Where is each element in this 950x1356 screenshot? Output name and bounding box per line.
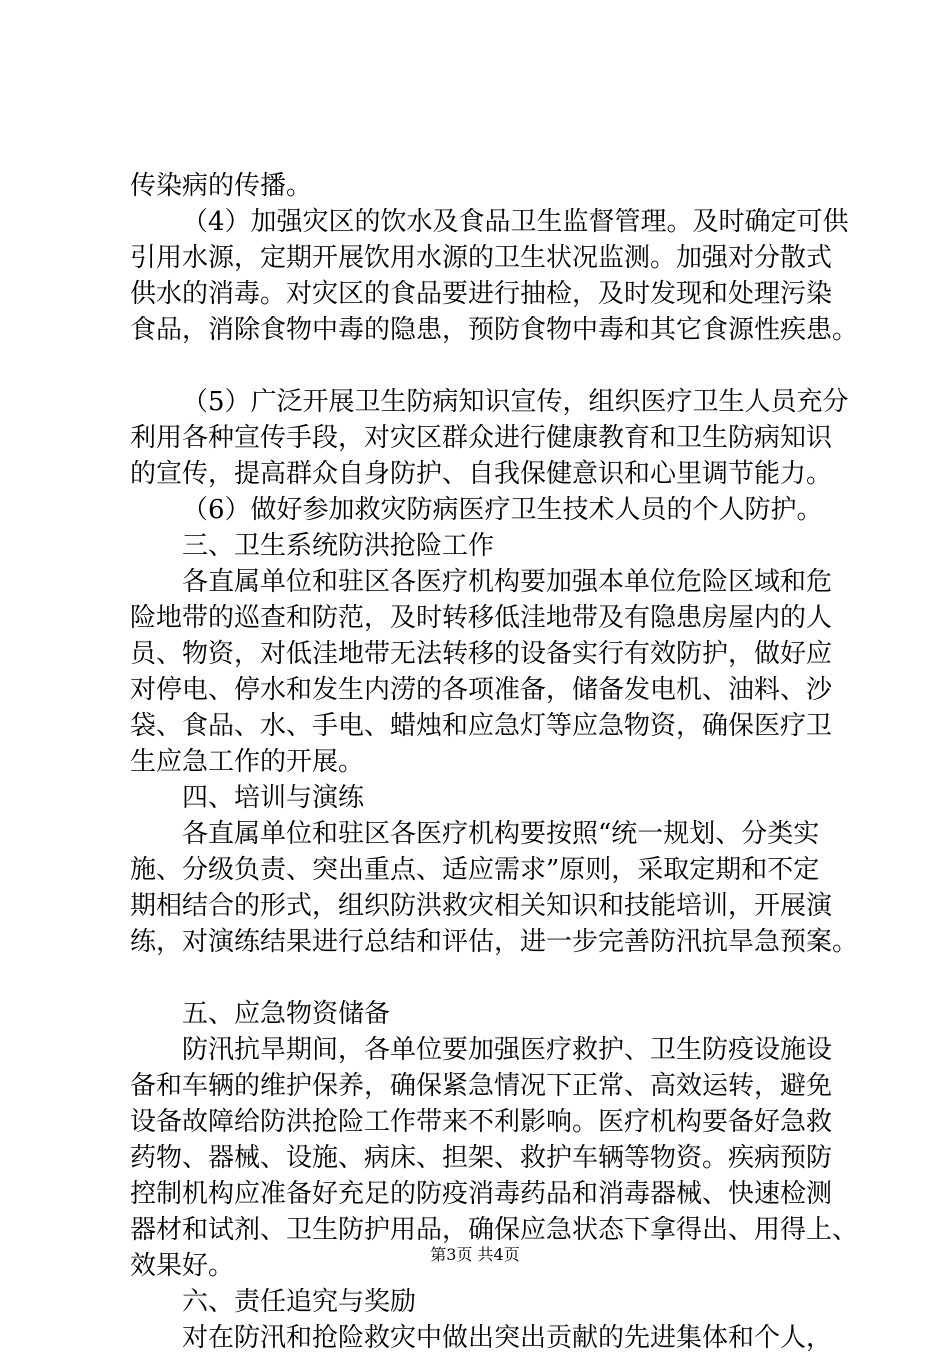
page-number-footer: 第3页 共4页 <box>430 1245 520 1264</box>
paragraph-line: 生应急工作的开展。 <box>130 747 365 777</box>
paragraph-line: 传染病的传播。 <box>130 171 313 201</box>
paragraph-line: （6）做好参加救灾防病医疗卫生技术人员的个人防护。 <box>182 495 823 525</box>
paragraph-line: 对在防汛和抢险救灾中做出突出贡献的先进集体和个人， <box>182 1323 833 1353</box>
paragraph-line: 练，对演练结果进行总结和评估，进一步完善防汛抗旱急预案。 <box>130 927 859 957</box>
paragraph-line: 设备故障给防洪抢险工作带来不利影响。医疗机构要备好急救 <box>130 1107 833 1137</box>
paragraph-line: 各直属单位和驻区各医疗机构要加强本单位危险区域和危 <box>182 567 833 597</box>
section-heading: 六、责任追究与奖励 <box>182 1287 417 1317</box>
paragraph-line: （5）广泛开展卫生防病知识宣传，组织医疗卫生人员充分 <box>182 387 849 417</box>
section-heading: 三、卫生系统防洪抢险工作 <box>182 531 495 561</box>
paragraph-line: 药物、器械、设施、病床、担架、救护车辆等物资。疾病预防 <box>130 1143 833 1173</box>
paragraph-line: 控制机构应准备好充足的防疫消毒药品和消毒器械、快速检测 <box>130 1179 833 1209</box>
paragraph-line: 器材和试剂、卫生防护用品，确保应急状态下拿得出、用得上、 <box>130 1215 859 1245</box>
blank-line <box>130 960 830 996</box>
paragraph-line: 险地带的巡查和防范，及时转移低洼地带及有隐患房屋内的人 <box>130 603 833 633</box>
paragraph-line: 利用各种宣传手段，对灾区群众进行健康教育和卫生防病知识 <box>130 423 833 453</box>
section-heading: 四、培训与演练 <box>182 783 365 813</box>
section-heading: 五、应急物资储备 <box>182 999 391 1029</box>
paragraph-line: 供水的消毒。对灾区的食品要进行抽检，及时发现和处理污染 <box>130 279 833 309</box>
paragraph-line: 防汛抗旱期间，各单位要加强医疗救护、卫生防疫设施设 <box>182 1035 833 1065</box>
paragraph-line: 员、物资，对低洼地带无法转移的设备实行有效防护，做好应 <box>130 639 833 669</box>
paragraph-line: 效果好。 <box>130 1251 235 1281</box>
paragraph-line: 袋、食品、水、手电、蜡烛和应急灯等应急物资，确保医疗卫 <box>130 711 833 741</box>
paragraph-line: 引用水源，定期开展饮用水源的卫生状况监测。加强对分散式 <box>130 243 833 273</box>
paragraph-line: 食品，消除食物中毒的隐患，预防食物中毒和其它食源性疾患。 <box>130 315 859 345</box>
paragraph-line: 施、分级负责、突出重点、适应需求”原则，采取定期和不定 <box>130 855 820 885</box>
blank-line <box>130 348 830 384</box>
paragraph-line: 备和车辆的维护保养，确保紧急情况下正常、高效运转，避免 <box>130 1071 833 1101</box>
paragraph-line: （4）加强灾区的饮水及食品卫生监督管理。及时确定可供 <box>182 207 849 237</box>
paragraph-line: 期相结合的形式，组织防洪救灾相关知识和技能培训，开展演 <box>130 891 833 921</box>
paragraph-line: 的宣传，提高群众自身防护、自我保健意识和心里调节能力。 <box>130 459 833 489</box>
paragraph-line: 各直属单位和驻区各医疗机构要按照“统一规划、分类实 <box>182 819 820 849</box>
document-body <box>130 168 859 1356</box>
paragraph-line: 对停电、停水和发生内涝的各项准备，储备发电机、油料、沙 <box>130 675 833 705</box>
